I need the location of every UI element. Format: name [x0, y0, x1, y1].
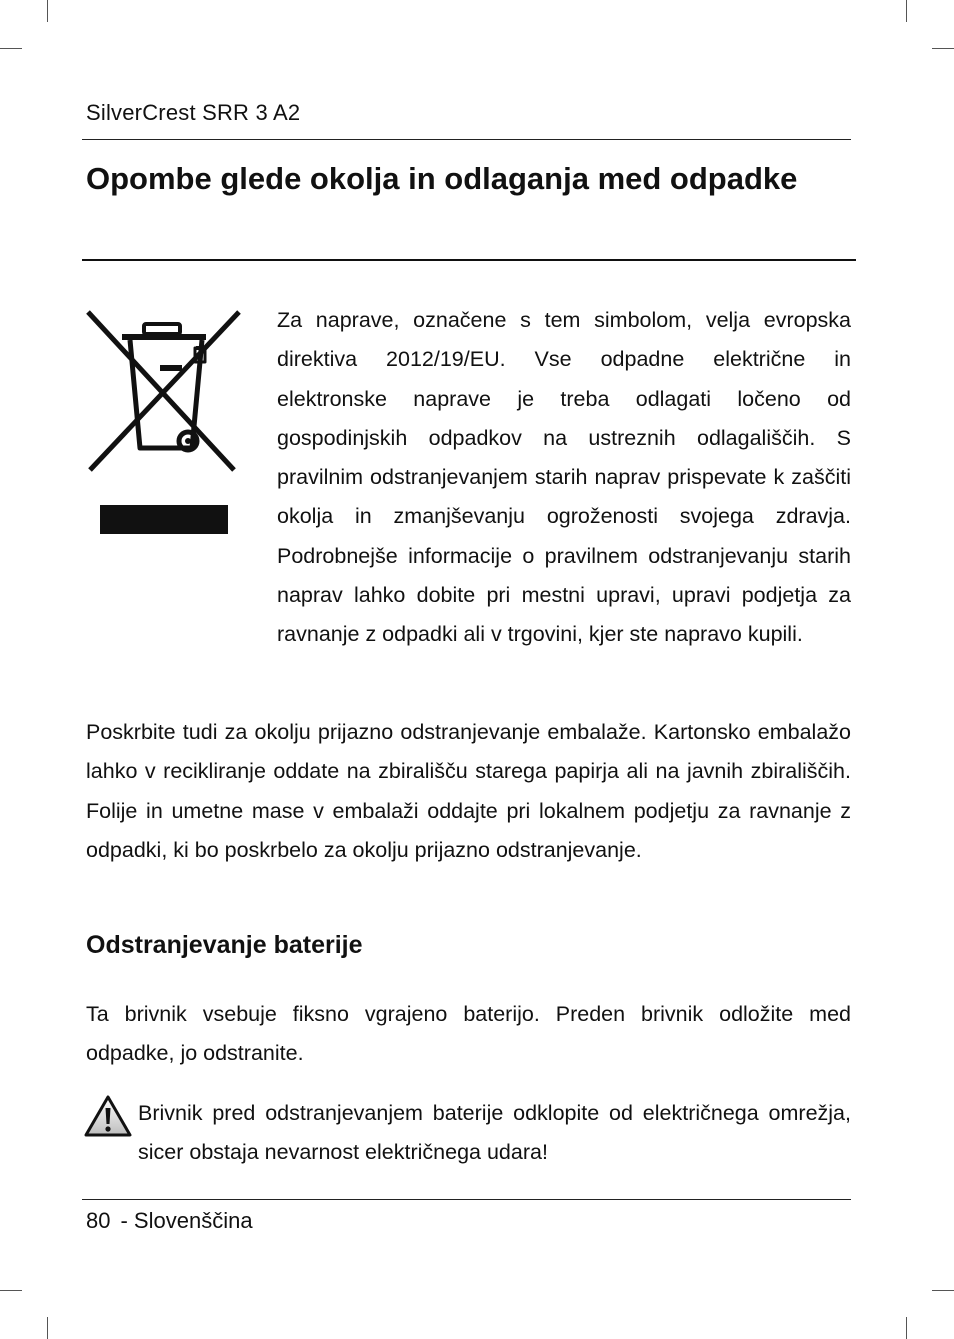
- warning-text: Brivnik pred odstranjevanjem baterije odklopite od električnega omrežja, sicer obstaja nevarnost električnega udara!: [138, 1101, 851, 1165]
- page-title: Opombe glede okolja in odlaganja med odpadke: [86, 161, 798, 196]
- crop-mark: [47, 1317, 48, 1339]
- title-rule: [82, 259, 856, 261]
- crop-mark: [906, 0, 907, 22]
- packaging-paragraph: Poskrbite tudi za okolju prijazno odstranjevanje embalaže. Kartonsko embalažo lahko v recikliranje oddate na zbirališču starega papirja ali na javnih zbirališčih. Folije in umetne mase v embalaži oddajte pri lokalnem podjetju za ravnanje z odpadki, ki bo poskrbelo za okolju prijazno odstranjevanje.: [86, 720, 851, 862]
- crop-mark: [932, 1290, 954, 1291]
- footer-language: - Slovenščina: [120, 1208, 253, 1233]
- crop-mark: [0, 48, 22, 49]
- warning-triangle-icon: [84, 1095, 132, 1137]
- crop-mark: [932, 48, 954, 49]
- battery-heading: Odstranjevanje baterije: [86, 931, 363, 959]
- page-footer: [86, 1208, 253, 1234]
- crop-mark: [47, 0, 48, 22]
- footer-rule: [82, 1199, 851, 1200]
- battery-paragraph: Ta brivnik vsebuje fiksno vgrajeno baterijo. Preden brivnik odložite med odpadke, jo odstranite.: [86, 1002, 851, 1066]
- crossed-out-wheelie-bin-icon: [84, 310, 246, 540]
- crop-mark: [0, 1290, 22, 1291]
- running-header: SilverCrest SRR 3 A2: [86, 100, 301, 125]
- weee-paragraph: Za naprave, označene s tem simbolom, velja evropska direktiva 2012/19/EU. Vse odpadne električne in elektronske naprave je treba odlagati ločeno od gospodinjskih odpadkov na ustreznih odlagališčih. S pravilnim odstranjevanjem starih naprav prispevate k zaščiti okolja in zmanjševanju ogroženosti svojega zdravja. Podrobnejše informacije o pravilnem odstranjevanju starih naprav lahko dobite pri mestni upravi, upravi podjetja za ravnanje z odpadki ali v trgovini, kjer ste napravo kupili.: [277, 308, 851, 647]
- page-number: 80: [86, 1208, 111, 1233]
- header-rule: [82, 139, 851, 140]
- crop-mark: [906, 1317, 907, 1339]
